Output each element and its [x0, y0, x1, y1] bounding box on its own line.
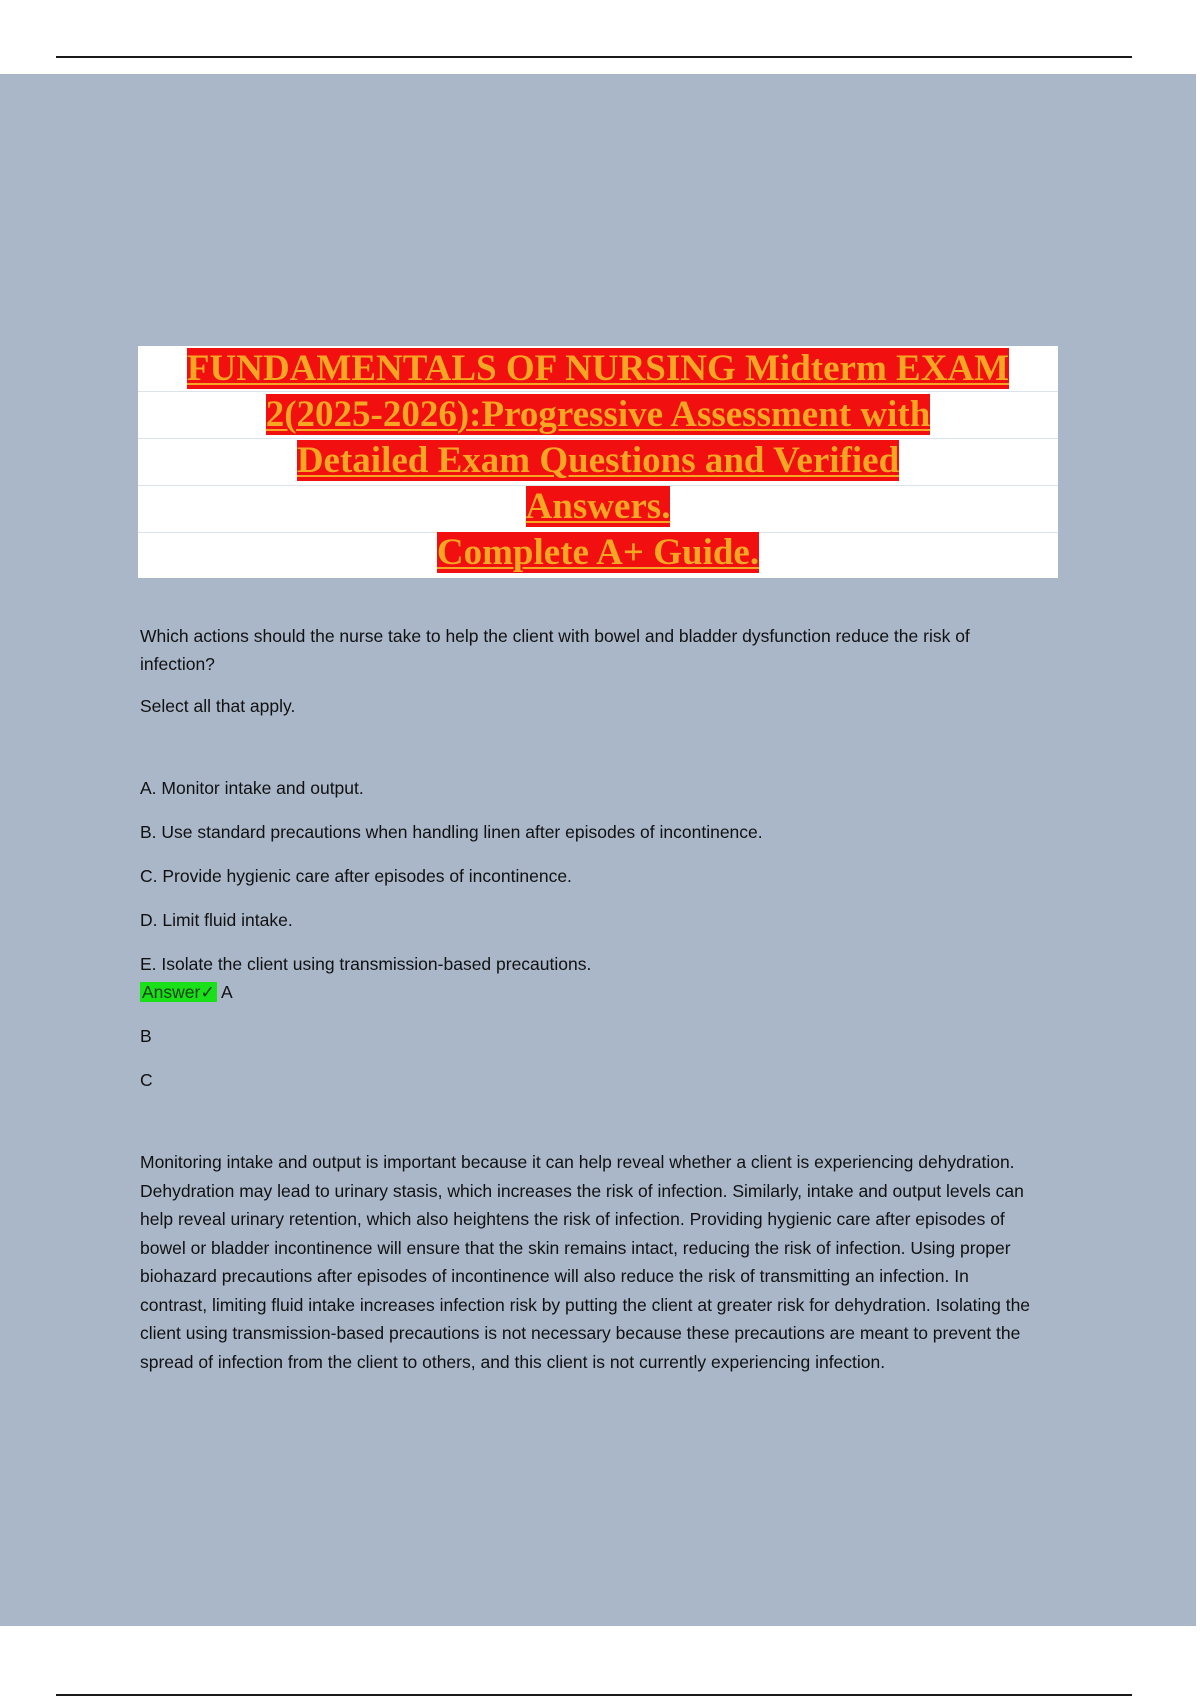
answer-row: [140, 978, 1040, 1006]
title-line-4: Answers.: [525, 486, 671, 527]
option-c: C. Provide hygienic care after episodes of incontinence.: [140, 866, 572, 886]
title-line-3: Detailed Exam Questions and Verified: [296, 440, 900, 481]
answer-value: A: [220, 982, 233, 1002]
bottom-rule: [56, 1694, 1132, 1696]
instruction-text: Select all that apply.: [140, 696, 296, 716]
top-rule: [56, 56, 1132, 58]
option-a: A. Monitor intake and output.: [140, 778, 364, 798]
title-box: [138, 346, 1058, 578]
answer-label: Answer✓: [142, 982, 216, 1002]
title-line-1: FUNDAMENTALS OF NURSING Midterm EXAM: [186, 348, 1010, 389]
question-text: Which actions should the nurse take to help the client with bowel and bladder dysfunction reduce the risk of infection?: [140, 626, 970, 674]
question-block: [140, 622, 1040, 1376]
rationale-text: Monitoring intake and output is important because it can help reveal whether a client is experiencing dehydration. Dehydration may lead to urinary stasis, which increases the risk of infection. Similarly, intake and output levels can help reveal urinary retention, which also heightens the risk of infection. Providing hygienic care after episodes of bowel or bladder incontinence will ensure that the skin remains intact, reducing the risk of infection. Using proper biohazard precautions after episodes of incontinence will also reduce the risk of transmitting an infection. In contrast, limiting fluid intake increases infection risk by putting the client at greater risk for dehydration. Isolating the client using transmission-based precautions is not necessary because these precautions are meant to prevent the spread of infection from the client to others, and this client is not currently experiencing infection.: [140, 1152, 1031, 1372]
document-title: [138, 346, 1058, 576]
option-b: B. Use standard precautions when handling linen after episodes of incontinence.: [140, 822, 763, 842]
title-line-2: 2(2025-2026):Progressive Assessment with: [265, 394, 931, 435]
option-d: D. Limit fluid intake.: [140, 910, 293, 930]
title-line-5: Complete A+ Guide.: [436, 532, 760, 573]
answer-value: B: [140, 1026, 152, 1046]
option-e: E. Isolate the client using transmission-based precautions.: [140, 954, 592, 974]
answer-value: C: [140, 1070, 153, 1090]
